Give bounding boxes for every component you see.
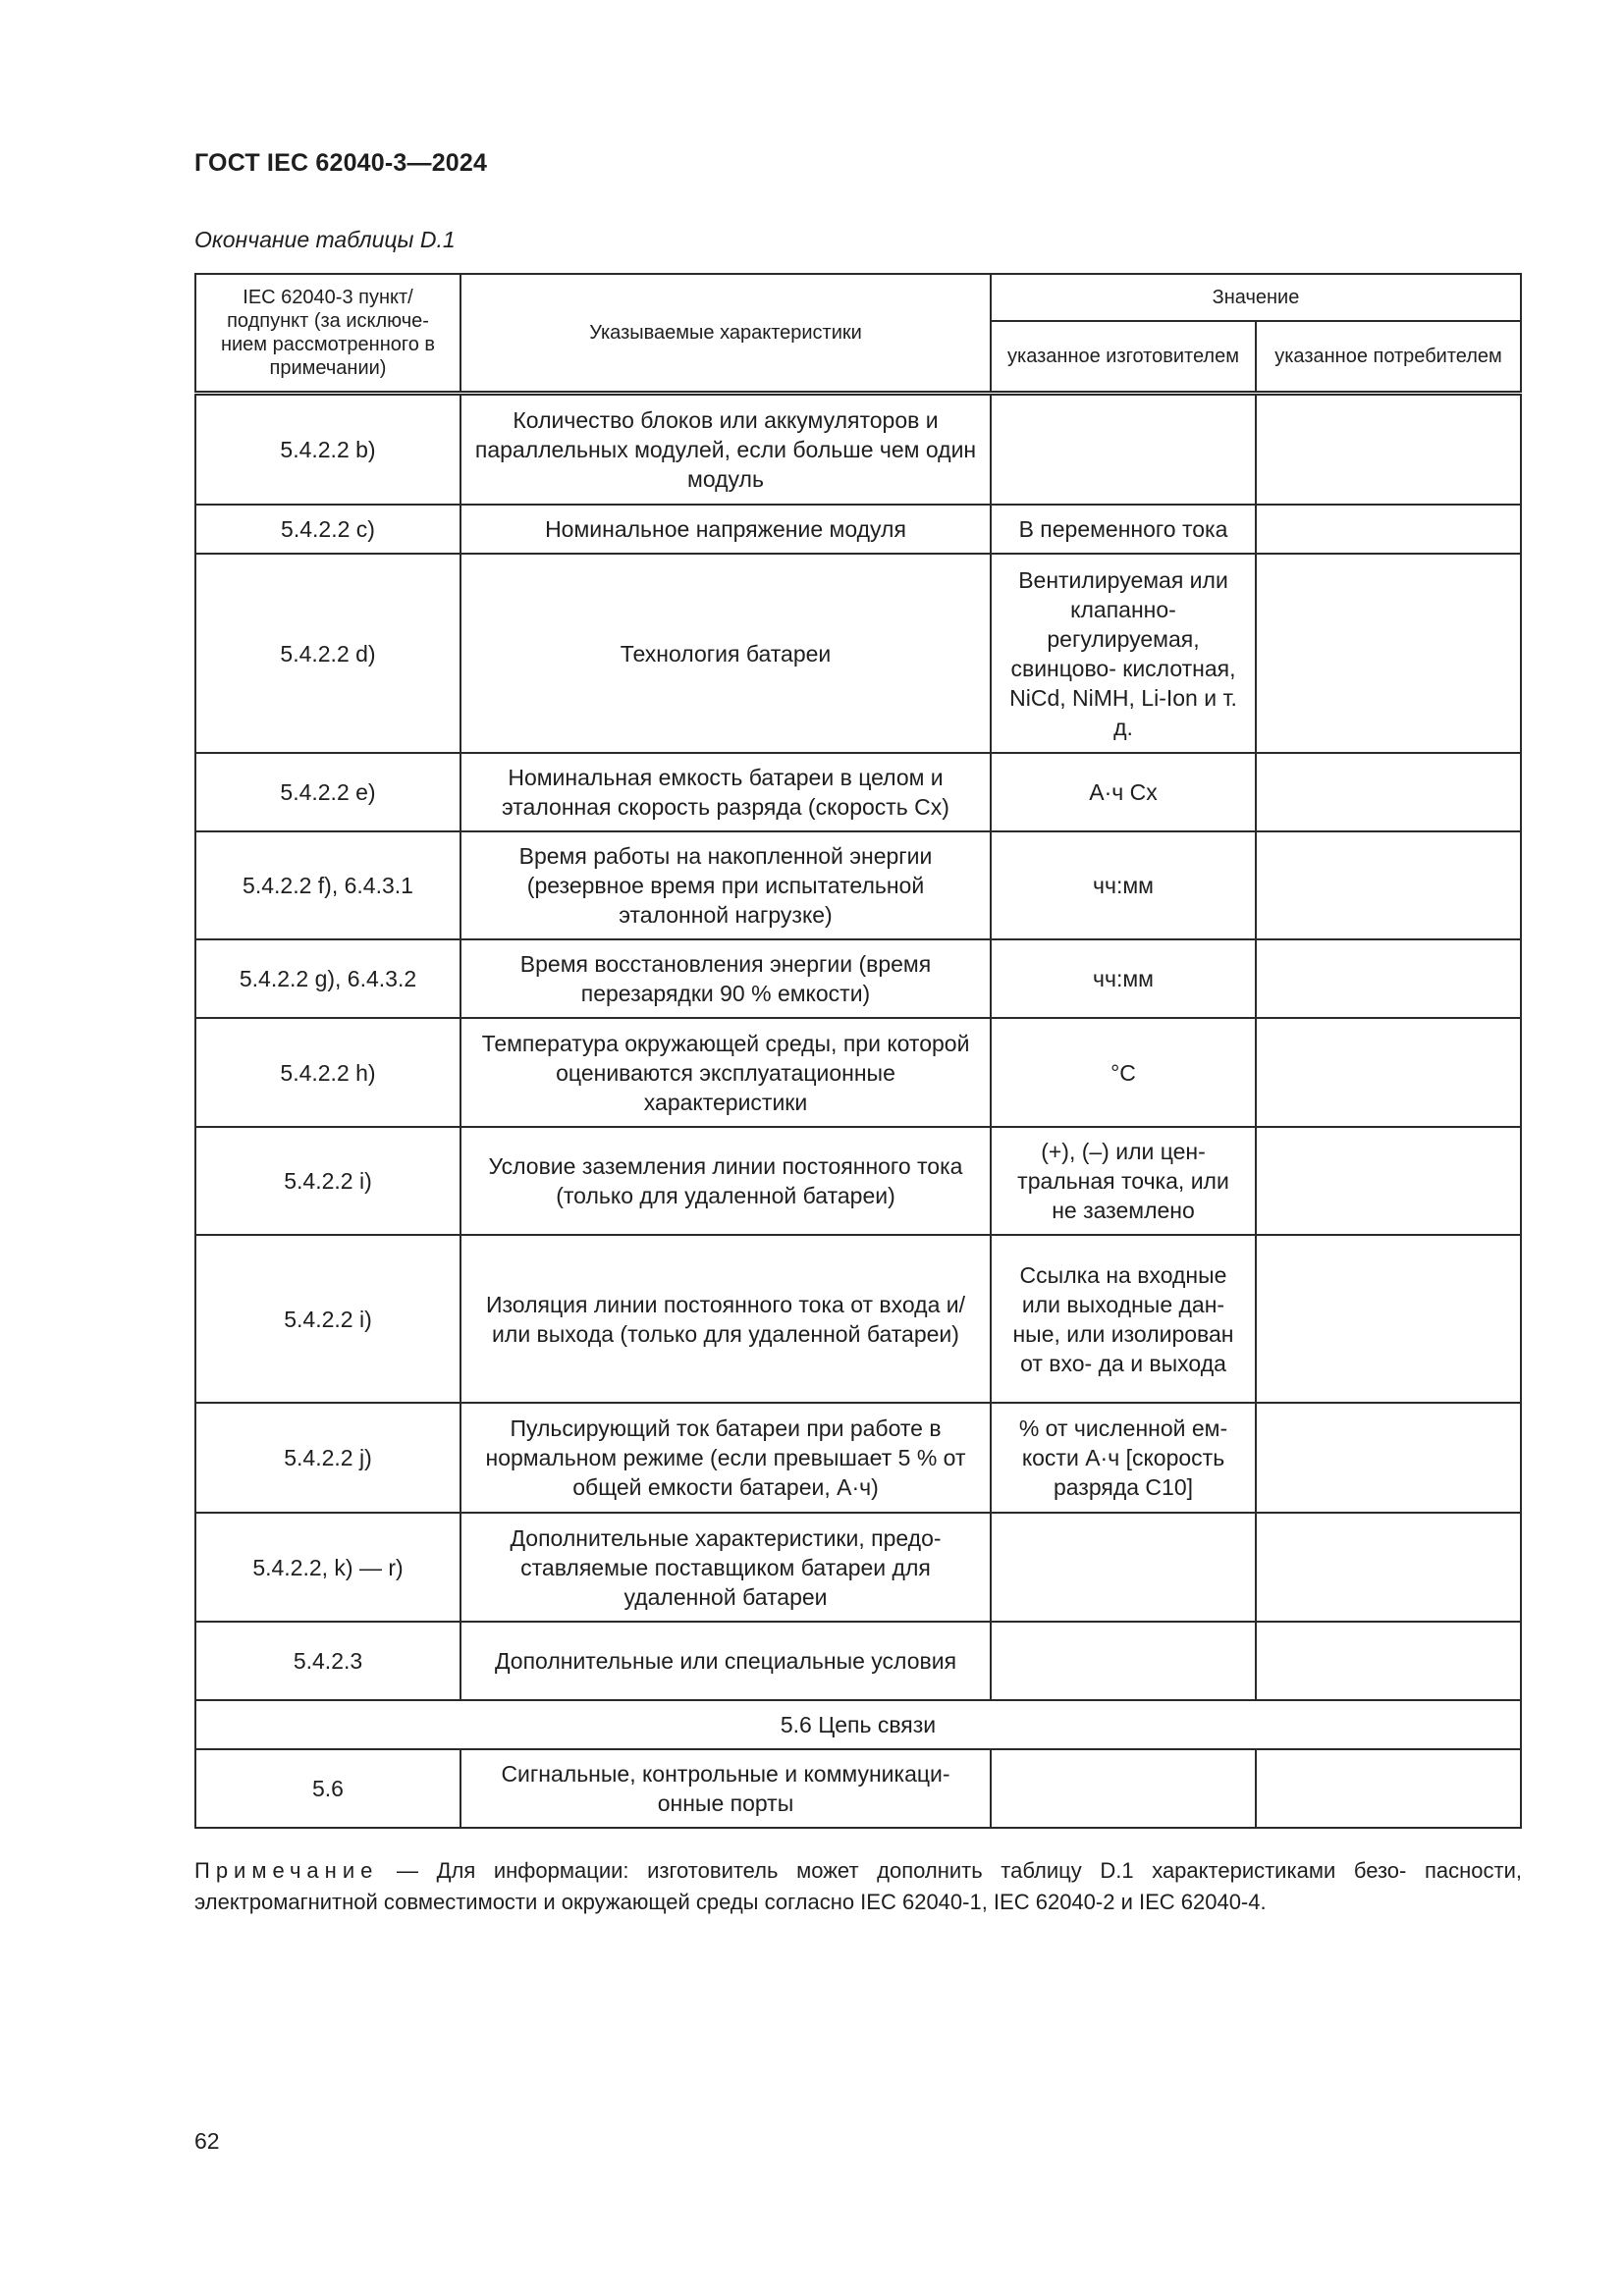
cell-clause: 5.4.2.2 b) <box>195 393 460 505</box>
table-row <box>195 831 1521 939</box>
cell-customer-value <box>1256 1018 1521 1127</box>
characteristics-table <box>194 273 1522 1829</box>
cell-customer-value <box>1256 554 1521 753</box>
cell-clause: 5.4.2.2 c) <box>195 505 460 554</box>
cell-manufacturer-value: В переменного тока <box>991 505 1256 554</box>
cell-manufacturer-value <box>991 1749 1256 1828</box>
table-row <box>195 939 1521 1018</box>
cell-clause: 5.4.2.2 e) <box>195 753 460 831</box>
cell-characteristic: Дополнительные или специальные условия <box>460 1622 991 1700</box>
table-row <box>195 1749 1521 1828</box>
cell-clause: 5.4.2.2 i) <box>195 1235 460 1403</box>
table-row <box>195 1513 1521 1622</box>
header-by-manufacturer: указанное изготовителем <box>991 321 1256 393</box>
header-characteristic: Указываемые характеристики <box>460 274 991 393</box>
cell-customer-value <box>1256 393 1521 505</box>
cell-clause: 5.4.2.2 g), 6.4.3.2 <box>195 939 460 1018</box>
cell-manufacturer-value: А·ч Cx <box>991 753 1256 831</box>
document-header: ГОСТ IEC 62040-3—2024 <box>194 149 488 177</box>
cell-clause: 5.4.2.2 f), 6.4.3.1 <box>195 831 460 939</box>
cell-customer-value <box>1256 753 1521 831</box>
cell-clause: 5.6 <box>195 1749 460 1828</box>
cell-manufacturer-value <box>991 1513 1256 1622</box>
cell-manufacturer-value <box>991 1622 1256 1700</box>
header-clause: IEC 62040-3 пункт/ подпункт (за исключе- нием рассмотренного в примечании) <box>195 274 460 393</box>
cell-customer-value <box>1256 831 1521 939</box>
cell-characteristic: Температура окружающей среды, при которой оцениваются эксплуатационные характеристики <box>460 1018 991 1127</box>
cell-customer-value <box>1256 1749 1521 1828</box>
cell-manufacturer-value: чч:мм <box>991 831 1256 939</box>
cell-characteristic: Пульсирующий ток батареи при работе в нормальном режиме (если превышает 5 % от общей емкости батареи, А·ч) <box>460 1403 991 1513</box>
cell-characteristic: Технология батареи <box>460 554 991 753</box>
cell-manufacturer-value <box>991 393 1256 505</box>
cell-manufacturer-value: чч:мм <box>991 939 1256 1018</box>
cell-customer-value <box>1256 1403 1521 1513</box>
header-value: Значение <box>991 274 1521 321</box>
table-row <box>195 1127 1521 1235</box>
cell-clause: 5.4.2.2 j) <box>195 1403 460 1513</box>
table-row <box>195 1622 1521 1700</box>
cell-manufacturer-value: % от численной ем- кости А·ч [скорость разряда C10] <box>991 1403 1256 1513</box>
cell-characteristic: Время восстановления энергии (время перезарядки 90 % емкости) <box>460 939 991 1018</box>
table-caption: Окончание таблицы D.1 <box>194 227 456 252</box>
cell-characteristic: Сигнальные, контрольные и коммуникаци- онные порты <box>460 1749 991 1828</box>
section-title: 5.6 Цепь связи <box>195 1700 1521 1749</box>
cell-characteristic: Дополнительные характеристики, предо- ставляемые поставщиком батареи для удаленной батареи <box>460 1513 991 1622</box>
table-row <box>195 753 1521 831</box>
cell-manufacturer-value: Ссылка на входные или выходные дан- ные, или изолирован от вхо- да и выхода <box>991 1235 1256 1403</box>
cell-characteristic: Изоляция линии постоянного тока от входа и/или выхода (только для удаленной батареи) <box>460 1235 991 1403</box>
cell-customer-value <box>1256 1622 1521 1700</box>
table-row <box>195 393 1521 505</box>
table-row <box>195 1018 1521 1127</box>
cell-clause: 5.4.2.2 d) <box>195 554 460 753</box>
table-note <box>194 1855 1522 1918</box>
header-by-customer: указанное потребителем <box>1256 321 1521 393</box>
section-row <box>195 1700 1521 1749</box>
cell-customer-value <box>1256 1127 1521 1235</box>
cell-characteristic: Время работы на накопленной энергии (резервное время при испытательной эталонной нагрузке) <box>460 831 991 939</box>
cell-manufacturer-value: Вентилируемая или клапанно- регулируемая, свинцово- кислотная, NiCd, NiMH, Li-Ion и т. д. <box>991 554 1256 753</box>
cell-characteristic: Номинальная емкость батареи в целом и эталонная скорость разряда (скорость Cx) <box>460 753 991 831</box>
cell-clause: 5.4.2.2, k) — r) <box>195 1513 460 1622</box>
cell-manufacturer-value: (+), (–) или цен- тральная точка, или не заземлено <box>991 1127 1256 1235</box>
cell-characteristic: Количество блоков или аккумуляторов и параллельных модулей, если больше чем один модуль <box>460 393 991 505</box>
cell-characteristic: Номинальное напряжение модуля <box>460 505 991 554</box>
cell-clause: 5.4.2.2 h) <box>195 1018 460 1127</box>
cell-customer-value <box>1256 1235 1521 1403</box>
cell-manufacturer-value: °С <box>991 1018 1256 1127</box>
cell-characteristic: Условие заземления линии постоянного тока (только для удаленной батареи) <box>460 1127 991 1235</box>
cell-customer-value <box>1256 1513 1521 1622</box>
cell-clause: 5.4.2.3 <box>195 1622 460 1700</box>
cell-customer-value <box>1256 939 1521 1018</box>
note-label: Примечание <box>194 1858 379 1883</box>
table-row <box>195 1403 1521 1513</box>
page-number: 62 <box>194 2128 220 2154</box>
table-row <box>195 1235 1521 1403</box>
table-row <box>195 554 1521 753</box>
table-row <box>195 505 1521 554</box>
note-text: — Для информации: изготовитель может дополнить таблицу D.1 характеристиками безо- пасности, электромагнитной совместимости и окружающей среды согласно IEC 62040-1, IEC 62040-2 и IEC 62040-4. <box>194 1858 1522 1914</box>
cell-clause: 5.4.2.2 i) <box>195 1127 460 1235</box>
cell-customer-value <box>1256 505 1521 554</box>
